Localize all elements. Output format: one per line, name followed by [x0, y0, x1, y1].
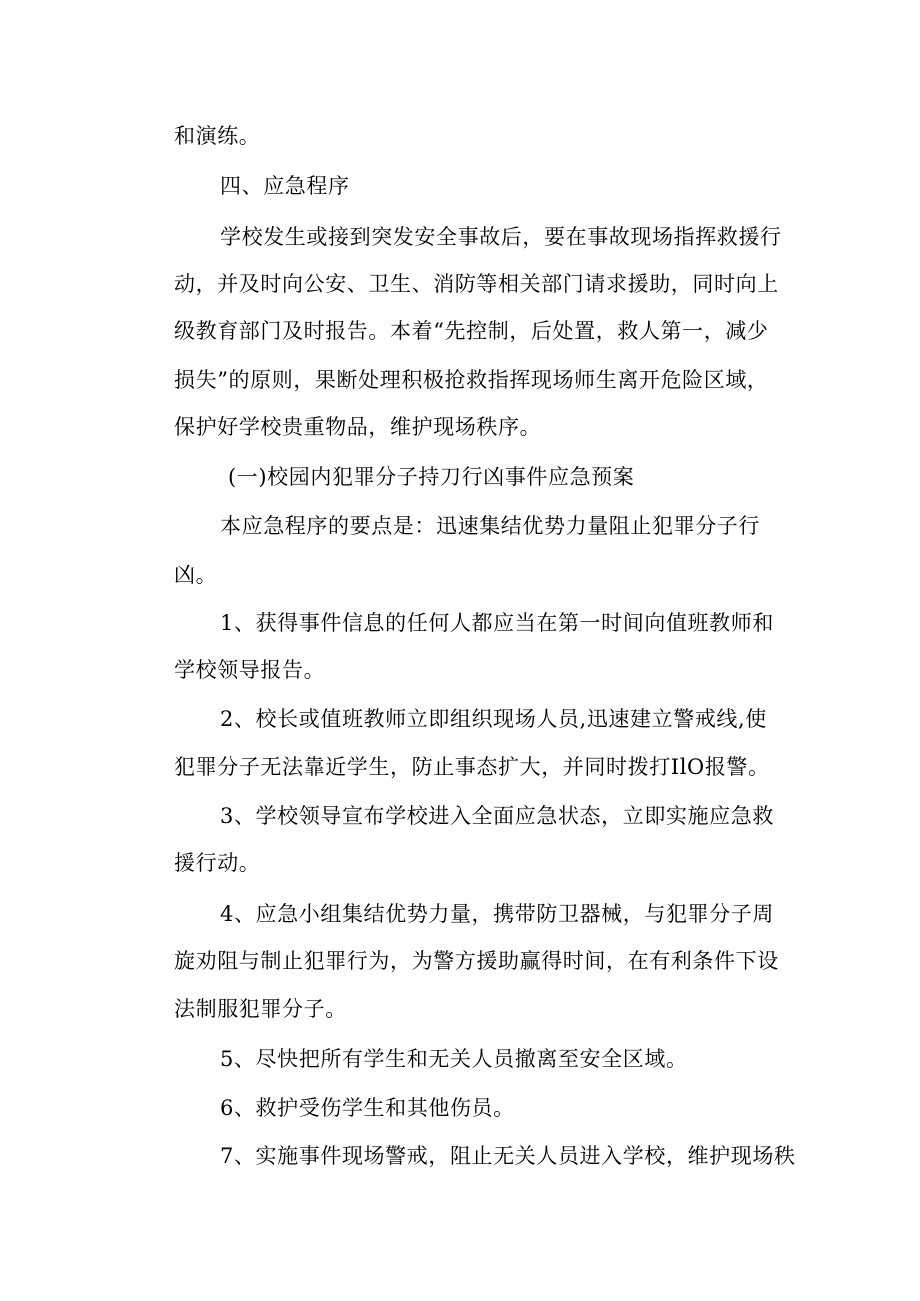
text-line-9: 本应急程序的要点是：迅速集结优势力量阻止犯罪分子行 [220, 514, 760, 538]
text-line-1: 和演练。 [174, 124, 261, 148]
text-line-18: 旋劝阻与制止犯罪行为，为警方援助赢得时间，在有利条件下设 [174, 949, 779, 973]
text-line-12: 学校领导报告。 [174, 658, 326, 682]
text-line-21: 6、救护受伤学生和其他伤员。 [220, 1096, 515, 1120]
text-line-11: 1、获得事件信息的任何人都应当在第一时间向值班教师和 [220, 611, 774, 635]
text-line-19: 法制服犯罪分子。 [174, 997, 347, 1021]
text-line-10: 凶。 [174, 563, 218, 587]
subsection-heading-knife-attack: (一)校园内犯罪分子持刀行凶事件应急预案 [228, 465, 635, 489]
text-line-4: 动，并及时向公安、卫生、消防等相关部门请求援助，同时向上 [174, 272, 779, 296]
text-line-7: 保护好学校贵重物品，维护现场秩序。 [174, 415, 542, 439]
text-line-22: 7、实施事件现场警戒，阻止无关人员进入学校，维护现场秩 [220, 1144, 796, 1168]
text-line-13: 2、校长或值班教师立即组织现场人员,迅速建立警戒线,使 [220, 707, 767, 731]
text-line-6: 损失”的原则，果断处理积极抢救指挥现场师生离开危险区域， [174, 368, 769, 392]
text-line-14: 犯罪分子无法靠近学生，防止事态扩大，并同时拨打IlO报警。 [174, 755, 770, 779]
text-line-3: 学校发生或接到突发安全事故后，要在事故现场指挥救援行 [220, 225, 782, 249]
section-heading-emergency-procedure: 四、应急程序 [220, 174, 350, 198]
text-line-16: 援行动。 [174, 851, 261, 875]
text-line-15: 3、学校领导宣布学校进入全面应急状态，立即实施应急救 [220, 804, 774, 828]
text-line-20: 5、尽快把所有学生和无关人员撤离至安全区域。 [220, 1047, 688, 1071]
text-line-5: 级教育部门及时报告。本着“先控制，后处置，救人第一，减少 [174, 319, 769, 343]
text-line-17: 4、应急小组集结优势力量，携带防卫器械，与犯罪分子周 [220, 902, 774, 926]
